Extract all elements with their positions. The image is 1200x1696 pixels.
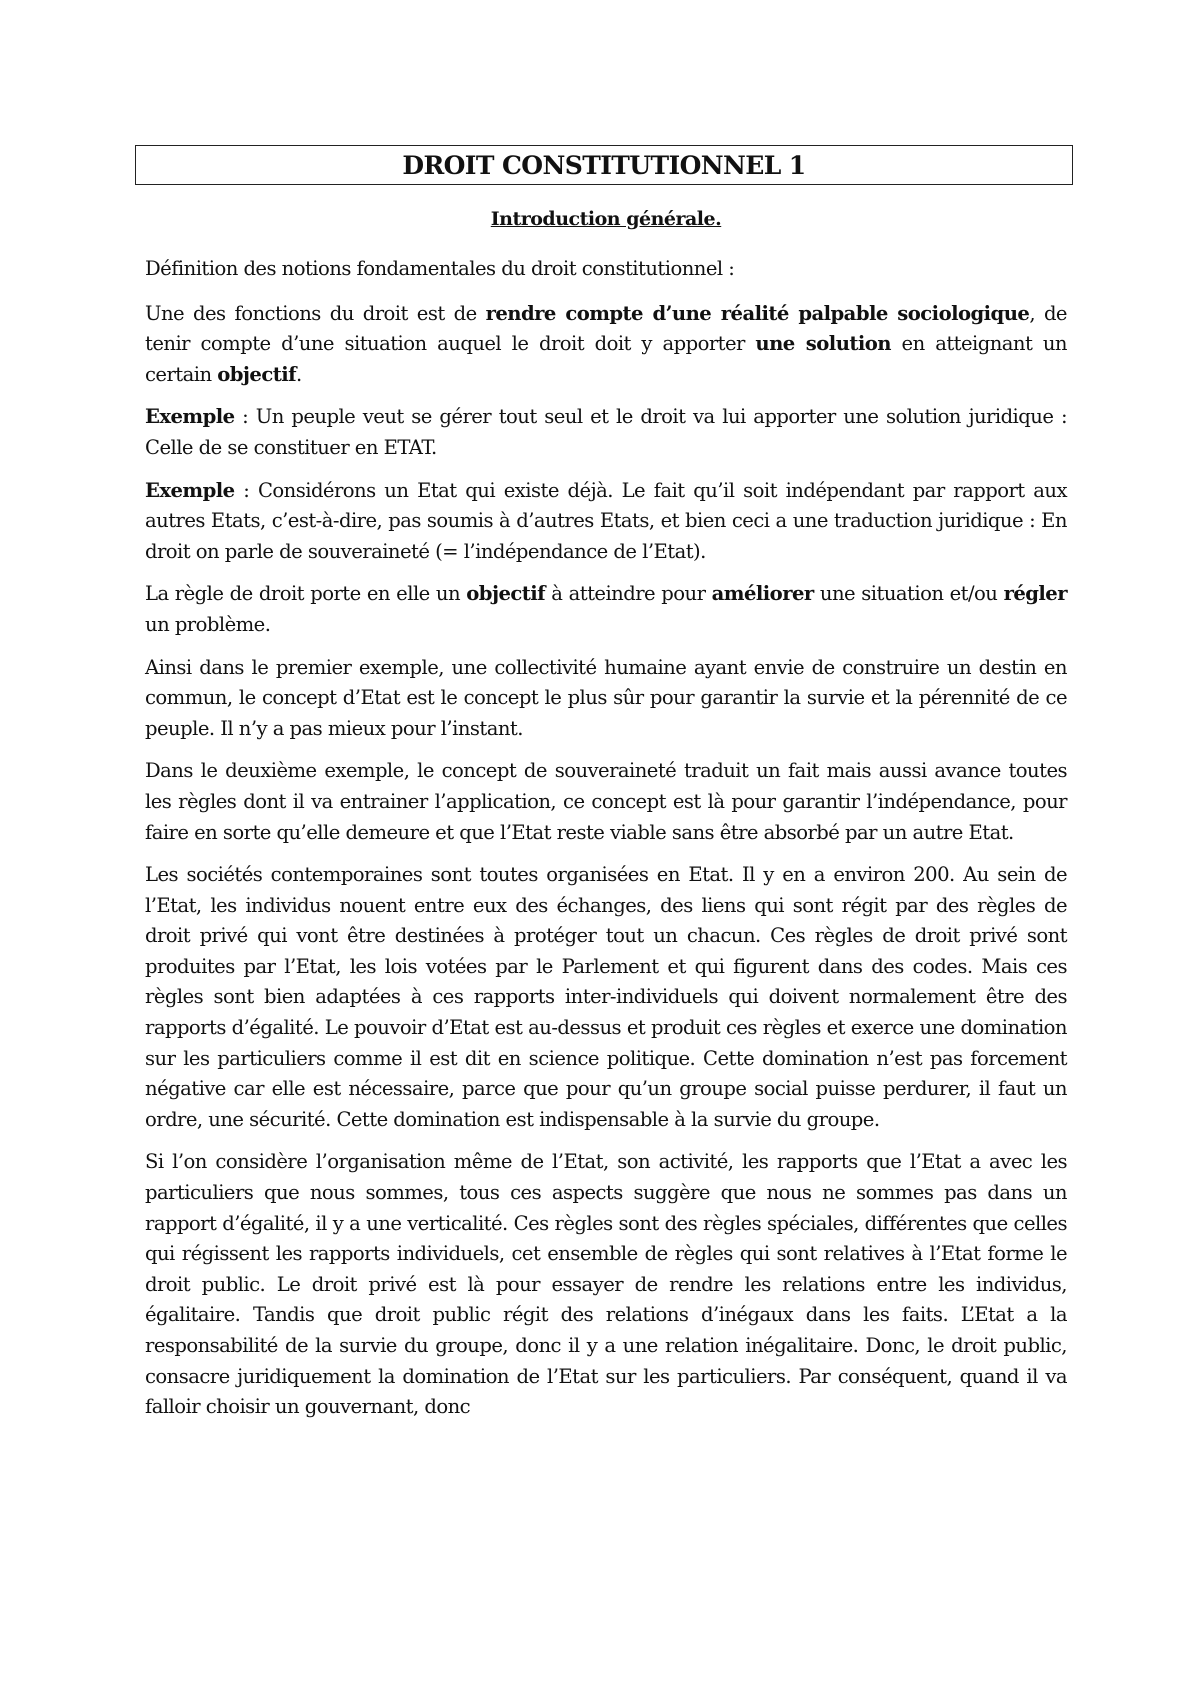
text-run: : Un peuple veut se gérer tout seul et le droit va lui apporter une solution juridique : Celle de se constituer en ETAT.	[145, 405, 1067, 459]
document-body	[145, 254, 1067, 1435]
example-label: Exemple	[145, 405, 235, 429]
text-run: .	[296, 362, 302, 386]
title-box	[135, 145, 1073, 185]
paragraph-functions	[145, 299, 1067, 391]
bold-run: rendre compte d’une réalité palpable sociologique	[485, 301, 1030, 325]
bold-run: objectif	[217, 362, 296, 386]
paragraph-definition: Définition des notions fondamentales du droit constitutionnel :	[145, 257, 735, 280]
text-run: Une des fonctions du droit est de	[145, 301, 486, 325]
document-subtitle: Introduction générale.	[490, 208, 722, 230]
paragraph-rule-objective	[145, 579, 1067, 640]
bold-run: objectif	[466, 582, 546, 606]
bold-run: améliorer	[711, 582, 814, 606]
paragraph-contemporary-societies: Les sociétés contemporaines sont toutes organisées en Etat. Il y en a environ 200. Au sein de l’Etat, les individus nouent entre eux des échanges, des liens qui sont régit par des règles de droit privé qui vont être destinées à protéger tout un chacun. Ces règles de droit privé sont produites par l’Etat, les lois votées par le Parlement et qui figurent dans des codes. Mais ces règles sont bien adaptées à ces rapports inter-individuels qui doivent normalement être des rapports d’égalité. Le pouvoir d’Etat est au-dessus et produit ces règles et exerce une domination sur les particuliers comme il est dit en science politique. Cette domination n’est pas forcement négative car elle est nécessaire, parce que pour qu’un groupe social puisse perdurer, il faut un ordre, une sécurité. Cette domination est indispensable à la survie du groupe.	[145, 863, 1067, 1131]
example-label: Exemple	[145, 478, 235, 502]
text-run: à atteindre pour	[545, 582, 712, 606]
paragraph-first-example-analysis: Ainsi dans le premier exemple, une collectivité humaine ayant envie de construire un destin en commun, le concept d’Etat est le concept le plus sûr pour garantir la survie et la pérennité de ce peuple. Il n’y a pas mieux pour l’instant.	[145, 655, 1067, 740]
bold-run: régler	[1003, 582, 1067, 606]
text-run: , de tenir compte d’une situation auquel le droit doit y apporter	[145, 301, 1067, 356]
bold-run: une solution	[755, 332, 892, 356]
paragraph-example-1	[145, 402, 1067, 463]
text-run: en atteignant un certain	[145, 332, 1067, 386]
paragraph-state-organisation: Si l’on considère l’organisation même de l’Etat, son activité, les rapports que l’Etat a avec les particuliers que nous sommes, tous ces aspects suggère que nous ne sommes pas dans un rapport d’égalité, il y a une verticalité. Ces règles sont des règles spéciales, différentes que celles qui régissent les rapports individuels, cet ensemble de règles qui sont relatives à l’Etat forme le droit public. Le droit privé est là pour essayer de rendre les relations entre les individus, égalitaire. Tandis que droit public régit des relations d’inégaux dans les faits. L’Etat a la responsabilité de la survie du groupe, donc il y a une relation inégalitaire. Donc, le droit public, consacre juridiquement la domination de l’Etat sur les particuliers. Par conséquent, quand il va falloir choisir un gouvernant, donc	[145, 1150, 1067, 1419]
paragraph-example-2	[145, 476, 1067, 568]
paragraph-second-example-analysis: Dans le deuxième exemple, le concept de souveraineté traduit un fait mais aussi avance toutes les règles dont il va entrainer l’application, ce concept est là pour garantir l’indépendance, pour faire en sorte qu’elle demeure et que l’Etat reste viable sans être absorbé par un autre Etat.	[145, 759, 1067, 844]
text-run: un problème.	[145, 612, 271, 636]
text-run: une situation et/ou	[813, 582, 1004, 606]
document-title: DROIT CONSTITUTIONNEL 1	[402, 150, 806, 180]
text-run: : Considérons un Etat qui existe déjà. Le fait qu’il soit indépendant par rapport aux autres Etats, c’est-à-dire, pas soumis à d’autres Etats, et bien ceci a une traduction juridique : En droit on parle de souveraineté (= l’indépendance de l’Etat).	[145, 478, 1067, 563]
text-run: La règle de droit porte en elle un	[145, 582, 467, 606]
